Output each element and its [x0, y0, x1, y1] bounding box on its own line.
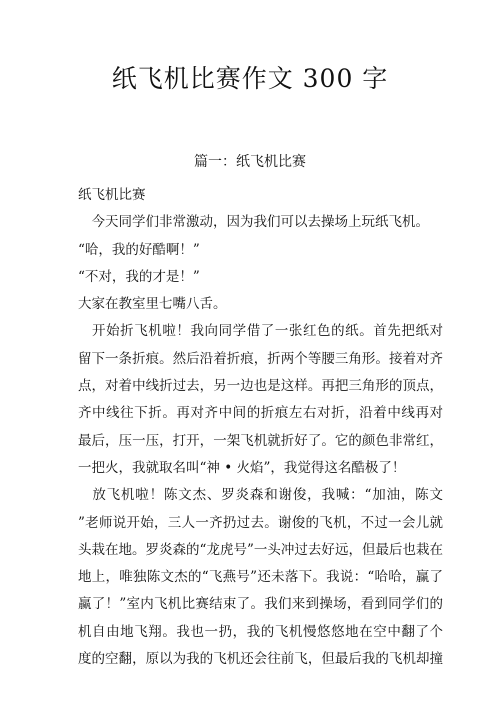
text-line: 今天同学们非常激动，因为我们可以去操场上玩纸飞机。 [78, 214, 429, 231]
text-line: 度的空翻，原以为我的飞机还会往前飞，但最后我的飞机却撞 [78, 651, 443, 668]
text-line: 齐中线往下折。再对齐中间的折痕左右对折，沿着中线再对 [78, 405, 443, 422]
text-line: 点，对着中线折过去，另一边也是这样。再把三角形的顶点， [78, 378, 443, 395]
text-line: 放飞机啦！陈文杰、罗炎森和谢俊，我喊：“加油，陈文 [92, 487, 443, 504]
body-text [78, 182, 443, 673]
text-line: “不对，我的才是！” [78, 268, 200, 285]
document-title: 纸飞机比赛作文 300 字 [111, 64, 389, 93]
text-line: 最后，压一压，打开，一架飞机就折好了。它的颜色非常红， [78, 432, 443, 449]
text-line: 纸飞机比赛 [78, 187, 146, 203]
text-line: 地上，唯独陈文杰的“飞燕号”还未落下。我说：“哈哈，赢了 [78, 569, 443, 586]
text-line: “哈，我的好酷啊！” [78, 241, 200, 258]
text-line: 赢了！”室内飞机比赛结束了。我们来到操场，看到同学们的 [78, 596, 443, 613]
text-line: 机自由地飞翔。我也一扔，我的飞机慢悠悠地在空中翻了个 [78, 623, 443, 640]
text-line: 头栽在地。罗炎森的“龙虎号”一头冲过去好远，但最后也栽在 [78, 541, 443, 558]
text-line: ”老师说开始，三人一齐扔过去。谢俊的飞机，不过一会儿就 [78, 514, 443, 531]
text-line: 大家在教室里七嘴八舌。 [78, 296, 227, 313]
section-heading: 篇一：纸飞机比赛 [194, 154, 306, 170]
text-line: 一把火，我就取名叫“神 • 火焰”，我觉得这名酷极了！ [78, 459, 406, 476]
text-line: 留下一条折痕。然后沿着折痕，折两个等腰三角形。接着对齐 [78, 350, 443, 367]
text-line: 开始折飞机啦！我向同学借了一张红色的纸。首先把纸对 [92, 323, 443, 340]
